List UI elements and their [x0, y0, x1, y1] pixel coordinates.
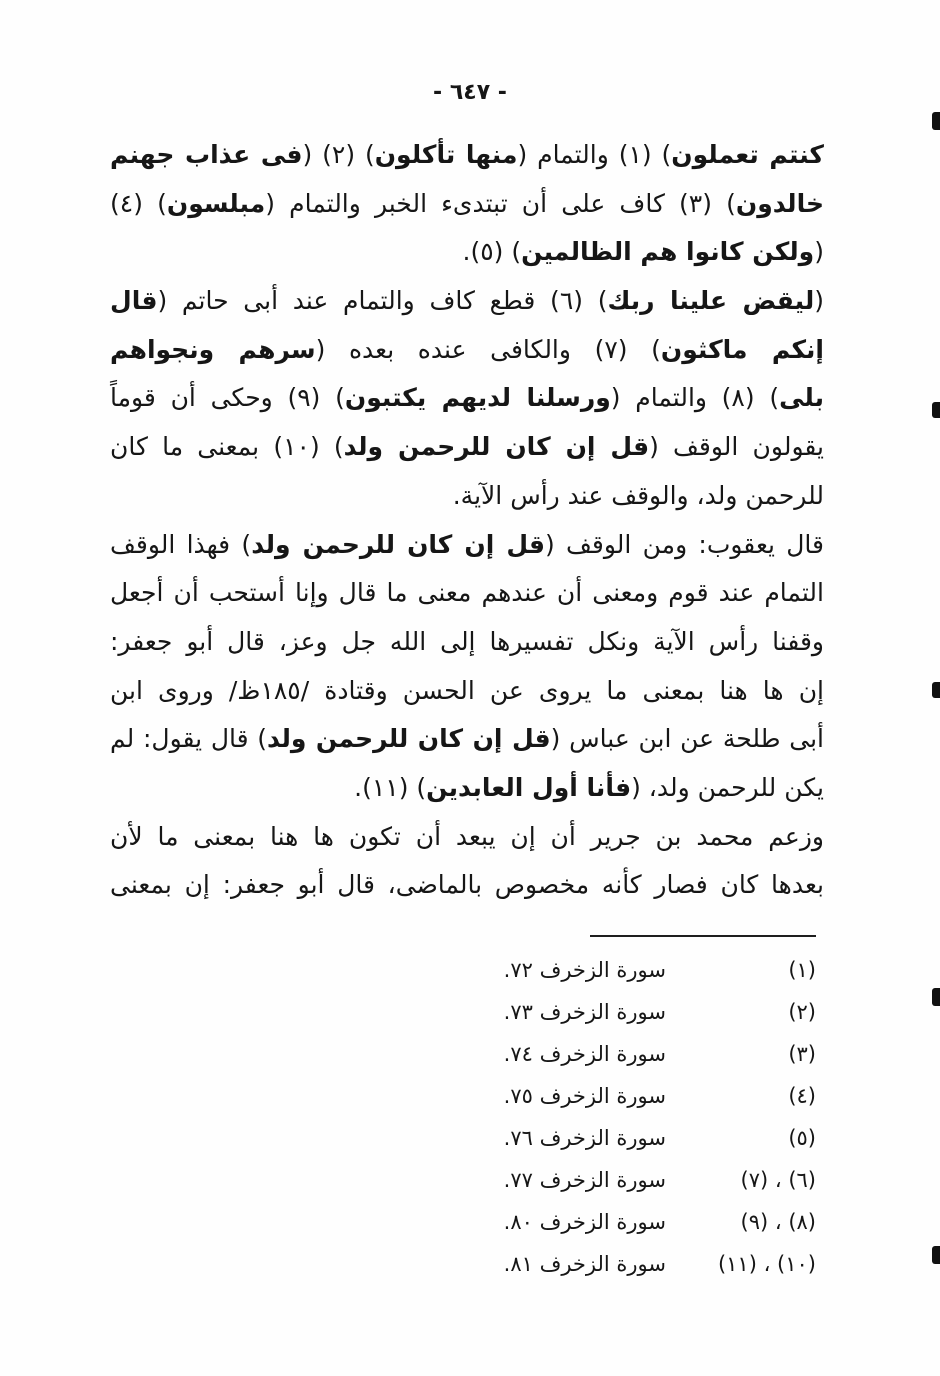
quran-quote: مبلسون: [166, 188, 266, 218]
scan-mark: [932, 1246, 940, 1264]
text-line: [110, 521, 824, 570]
quran-quote: بلى: [779, 383, 824, 413]
text-line: [110, 423, 824, 472]
text-run: ) (٩) وحكى أن قوماً: [110, 383, 345, 413]
footnote: [471, 991, 816, 1033]
text-run: ) (٣) كاف على أن تبتدىء الخبر والتمام (: [265, 188, 736, 218]
quran-quote: ليقض علينا ربك: [607, 286, 815, 316]
text-run: ) (١) والتمام (: [517, 140, 672, 169]
text-run: ) (١٠) بمعنى ما كان: [110, 432, 344, 462]
footnote-marker: (١): [788, 958, 816, 982]
text-line: [110, 180, 824, 229]
footnote-marker: (٦) ، (٧): [740, 1168, 816, 1192]
footnote-text: سورة الزخرف ٧٧.: [503, 1168, 666, 1192]
quran-quote: قل إن كان للرحمن ولد: [343, 432, 650, 462]
text-run: إن ها هنا بمعنى ما يروى عن الحسن وقتادة /١٨٥ظ/ وروى ابن: [110, 675, 824, 705]
scan-mark: [932, 988, 940, 1006]
text-line: [110, 861, 824, 910]
footnote-marker: (٣): [788, 1042, 816, 1066]
footnotes: [471, 949, 816, 1285]
quran-quote: خالدون: [735, 188, 824, 218]
quran-quote: ورسلنا لديهم يكتبون: [344, 383, 611, 413]
text-run: ) (٥).: [462, 237, 522, 267]
quran-quote: إنكم ماكثون: [660, 334, 824, 364]
text-run: وقفنا رأس الآية ونكل تفسيرها إلى الله جل وعز، قال أبو جعفر:: [110, 626, 824, 656]
text-run: التمام عند قوم ومعنى أن عندهم معنى ما قال وإنا أستحب أن أجعل: [110, 578, 824, 608]
footnote: [471, 949, 816, 991]
text-line: [110, 277, 824, 326]
text-run: يقولون الوقف (: [649, 432, 824, 462]
text-run: (: [814, 286, 824, 316]
quran-quote: ولكن كانوا هم الظالمين: [521, 237, 815, 267]
text-run: ) (٧) والكافى عنده بعده (: [315, 334, 661, 364]
page-number: - ٦٤٧ -: [433, 80, 507, 105]
footnote-text: سورة الزخرف ٧٥.: [503, 1084, 666, 1108]
text-run: ) قال يقول: لم: [110, 724, 268, 754]
scan-mark: [932, 112, 940, 130]
footnote-text: سورة الزخرف ٧٤.: [503, 1042, 666, 1066]
footnote-text: سورة الزخرف ٧٢.: [503, 958, 666, 982]
text-run: ) (٦) قطع كاف والتمام عند أبى حاتم (: [157, 286, 608, 316]
text-line: [110, 618, 824, 667]
text-line: [110, 326, 824, 375]
footnote: [471, 1033, 816, 1075]
footnote-separator: [590, 935, 816, 937]
text-line: [110, 569, 824, 618]
quran-quote: فى عذاب جهنم: [110, 140, 303, 169]
text-run: ) (١١).: [354, 772, 427, 802]
footnote-text: سورة الزخرف ٨٠.: [503, 1210, 666, 1234]
body-text: [110, 131, 824, 910]
quran-quote: فأنا أول العابدين: [426, 772, 632, 802]
text-line: [110, 667, 824, 716]
footnote-marker: (١٠) ، (١١): [717, 1252, 816, 1276]
quran-quote: قل إن كان للرحمن ولد: [267, 724, 551, 754]
text-run: يكن للرحمن ولد، (: [631, 772, 824, 802]
footnote-text: سورة الزخرف ٨١.: [503, 1252, 666, 1276]
text-line: [110, 813, 824, 862]
text-run: ) (٨) والتمام (: [610, 383, 780, 413]
quran-quote: منها تأكلون: [374, 140, 518, 169]
text-line: [110, 472, 824, 521]
text-run: وزعم محمد بن جرير أن إن يبعد أن تكون ها هنا بمعنى ما لأن: [110, 821, 824, 851]
text-line: [110, 374, 824, 423]
footnote-marker: (٨) ، (٩): [740, 1210, 816, 1234]
footnote: [471, 1201, 816, 1243]
text-run: للرحمن ولد، والوقف عند رأس الآية.: [452, 480, 824, 510]
footnote-marker: (٢): [788, 1000, 816, 1024]
footnote-text: سورة الزخرف ٧٣.: [503, 1000, 666, 1024]
footnote-text: سورة الزخرف ٧٦.: [503, 1126, 666, 1150]
text-run: قال يعقوب: ومن الوقف (: [545, 529, 824, 559]
quran-quote: سرهم ونجواهم: [110, 334, 316, 364]
text-run: ) فهذا الوقف: [110, 529, 252, 559]
text-run: بعدها كان فصار كأنه مخصوص بالماضى، قال أبو جعفر: إن بمعنى: [110, 870, 824, 900]
text-line: [110, 715, 824, 764]
text-run: (: [814, 237, 824, 267]
footnote-marker: (٤): [788, 1084, 816, 1108]
footnote: [471, 1075, 816, 1117]
text-run: أبى طلحة عن ابن عباس (: [550, 724, 825, 754]
scan-mark: [932, 402, 940, 418]
quran-quote: قال: [110, 286, 158, 316]
quran-quote: كنتم تعملون: [671, 140, 824, 169]
footnote: [471, 1243, 816, 1285]
text-line: [110, 131, 824, 180]
scan-mark: [932, 682, 940, 698]
text-run: ) (٢) (: [302, 140, 375, 169]
text-run: ) (٤): [110, 188, 167, 218]
footnote: [471, 1159, 816, 1201]
text-line: [110, 764, 824, 813]
footnote: [471, 1117, 816, 1159]
text-line: [110, 228, 824, 277]
footnote-marker: (٥): [788, 1126, 816, 1150]
quran-quote: قل إن كان للرحمن ولد: [251, 529, 546, 559]
